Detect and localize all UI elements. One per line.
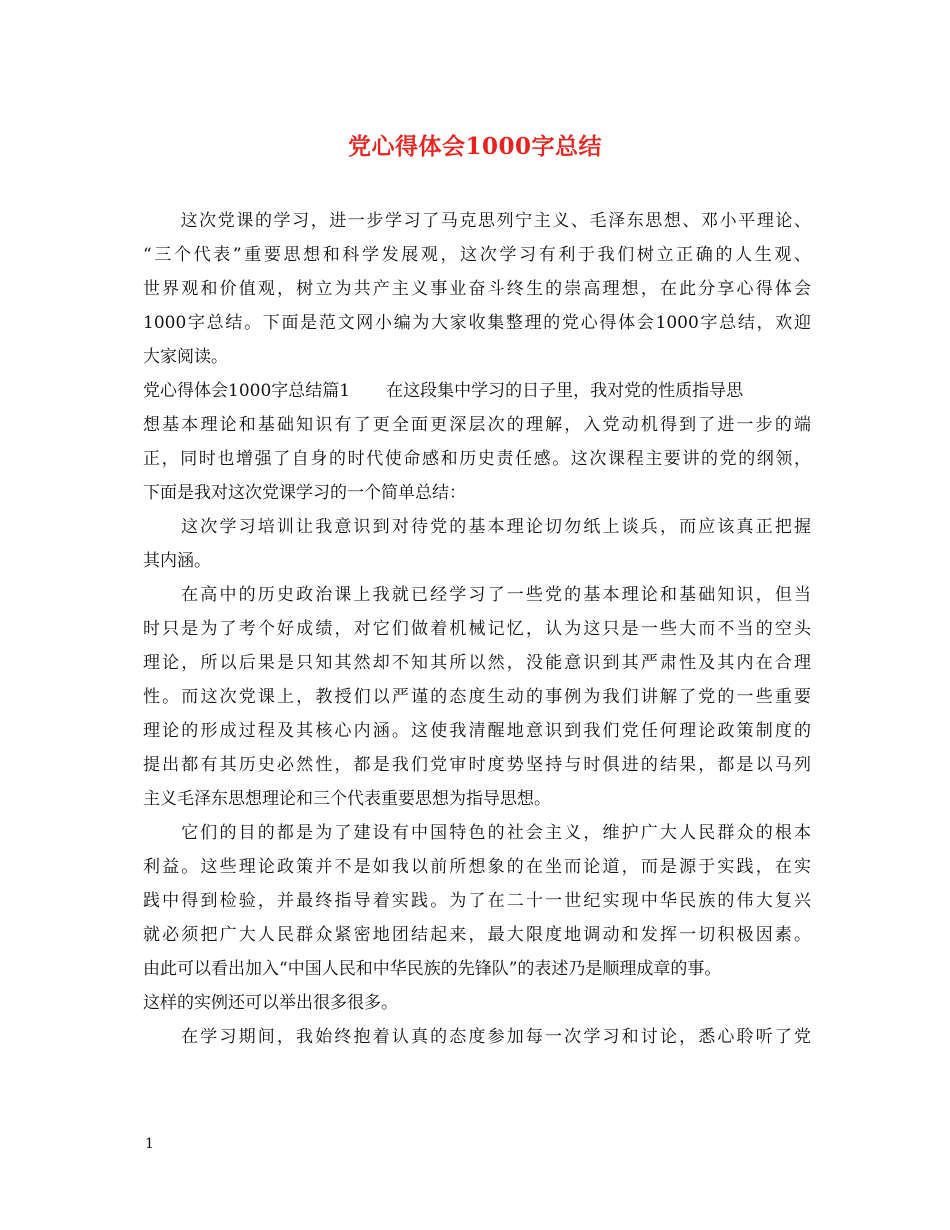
body-line: 理论的形成过程及其核心内涵。这使我清醒地意识到我们党任何理论政策制度的 (143, 721, 811, 741)
body-line: 下面是我对这次党课学习的一个简单总结： (143, 483, 466, 503)
body-line: 在这段集中学习的日子里，我对党的性质指导思 (386, 381, 744, 401)
body-line: 这次学习培训让我意识到对待党的基本理论切勿纸上谈兵，而应该真正把握 (179, 517, 811, 537)
body-line: 践中得到检验，并最终指导着实践。为了在二十一世纪实现中华民族的伟大复兴 (143, 891, 811, 911)
body-line: 在学习期间，我始终抱着认真的态度参加每一次学习和讨论，悉心聆听了党 (179, 1027, 811, 1047)
body-line: 由此可以看出加入“中国人民和中华民族的先锋队”的表述乃是顺理成章的事。 (143, 959, 722, 979)
body-line: 提出都有其历史必然性，都是我们党审时度势坚持与时俱进的结果，都是以马列 (143, 755, 811, 775)
section-heading-line (143, 374, 811, 408)
body-line: 大家阅读。 (143, 347, 228, 367)
body-line: 正，同时也增强了自身的时代使命感和历史责任感。这次课程主要讲的党的纲领， (143, 449, 811, 469)
body-line: 1000字总结。下面是范文网小编为大家收集整理的党心得体会1000字总结，欢迎 (143, 313, 811, 333)
body-line: 利益。这些理论政策并不是如我以前所想象的在坐而论道，而是源于实践，在实 (143, 857, 811, 877)
document-body (143, 204, 811, 1054)
body-line: 时只是为了考个好成绩，对它们做着机械记忆，认为这只是一些大而不当的空头 (143, 619, 811, 639)
body-line: 世界观和价值观，树立为共产主义事业奋斗终生的崇高理想，在此分享心得体会 (143, 279, 811, 299)
body-line: 理论，所以后果是只知其然却不知其所以然，没能意识到其严肃性及其内在合理 (143, 653, 811, 673)
body-line: “三个代表”重要思想和科学发展观，这次学习有利于我们树立正确的人生观、 (143, 245, 811, 265)
body-line: 性。而这次党课上，教授们以严谨的态度生动的事例为我们讲解了党的一些重要 (143, 687, 811, 707)
body-line: 其内涵。 (143, 551, 211, 571)
page-number: 1 (145, 1136, 154, 1152)
body-line: 想基本理论和基础知识有了更全面更深层次的理解，入党动机得到了进一步的端 (143, 415, 811, 435)
body-line: 就必须把广大人民群众紧密地团结起来，最大限度地调动和发挥一切积极因素。 (143, 925, 811, 945)
body-line: 这样的实例还可以举出很多很多。 (143, 993, 398, 1013)
body-line: 在高中的历史政治课上我就已经学习了一些党的基本理论和基础知识，但当 (179, 585, 811, 605)
document-title: 党心得体会1000字总结 (347, 133, 602, 160)
body-line: 这次党课的学习，进一步学习了马克思列宁主义、毛泽东思想、邓小平理论、 (179, 211, 811, 231)
body-line: 主义毛泽东思想理论和三个代表重要思想为指导思想。 (143, 789, 551, 809)
body-line: 它们的目的都是为了建设有中国特色的社会主义，维护广大人民群众的根本 (179, 823, 811, 843)
section-heading: 党心得体会1000字总结篇1 (143, 381, 351, 401)
